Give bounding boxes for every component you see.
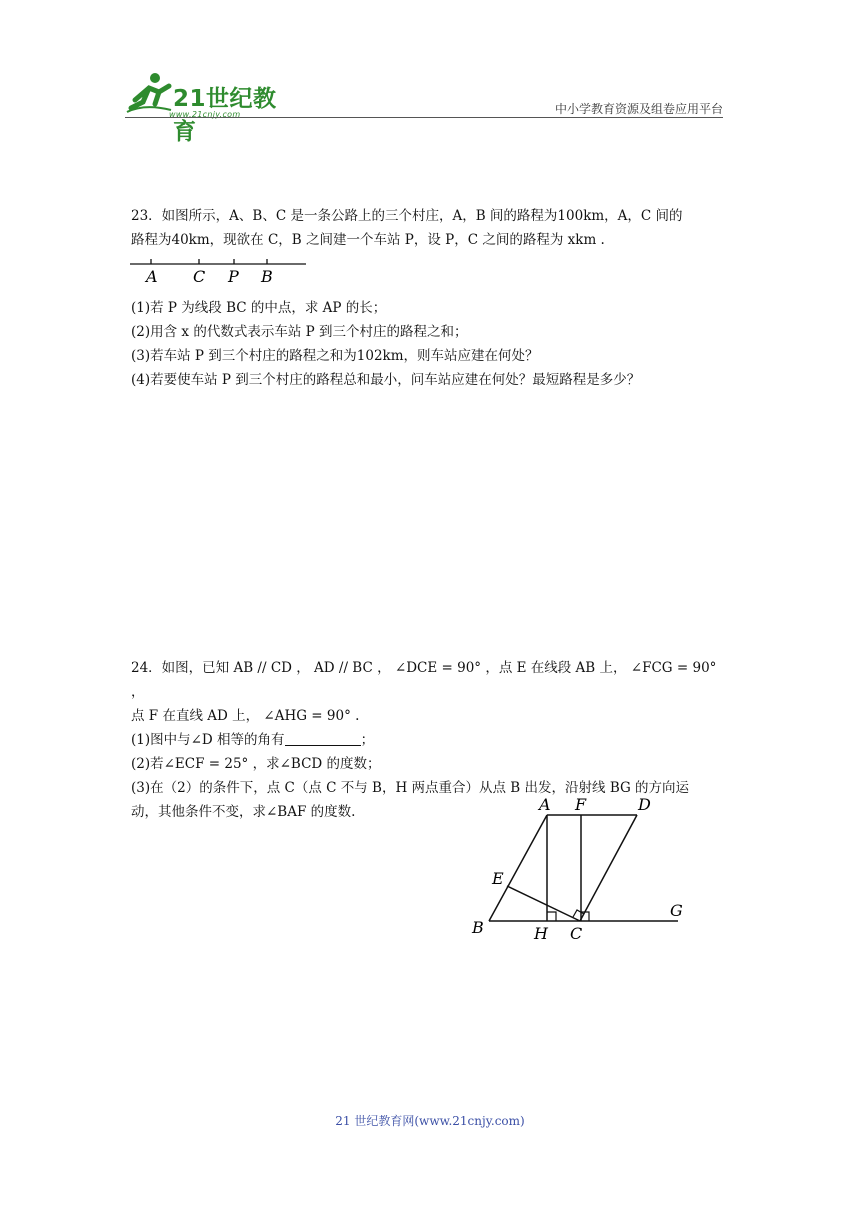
q23-items xyxy=(131,296,731,392)
page-header xyxy=(125,62,723,145)
header-divider xyxy=(125,117,723,118)
q23-item-1: (1)若 P 为线段 BC 的中点，求 AP 的长； xyxy=(131,300,387,316)
segment-ec xyxy=(507,886,580,921)
q23-item-3: (3)若车站 P 到三个村庄的路程之和为102km，则车站应建在何处？ xyxy=(131,348,539,364)
right-angle-h xyxy=(547,912,556,921)
logo xyxy=(125,70,295,145)
q23-item-4: (4)若要使车站 P 到三个村庄的路程总和最小，问车站应建在何处？最短路程是多少？ xyxy=(131,372,641,388)
question-23 xyxy=(131,204,731,252)
label-a: A xyxy=(146,267,158,286)
label-a: A xyxy=(539,795,551,814)
q24-geometry-figure xyxy=(466,790,696,950)
label-f: F xyxy=(575,795,587,814)
segment-dc xyxy=(580,815,637,921)
q24-item-2: (2)若∠ECF = 25° ，求∠BCD 的度数； xyxy=(131,756,381,772)
q24-item-1-end: ； xyxy=(360,732,375,748)
q24-item-1-text: (1)图中与∠D 相等的角有 xyxy=(131,732,285,748)
answer-blank[interactable] xyxy=(285,731,361,746)
q24-line2: 点 F 在直线 AD 上， ∠AHG = 90° . xyxy=(131,708,360,724)
q23-item-2: (2)用含 x 的代数式表示车站 P 到三个村庄的路程之和； xyxy=(131,324,468,340)
q23-line1: 23．如图所示，A、B、C 是一条公路上的三个村庄，A，B 间的路程为100km，A，C 间的 xyxy=(131,208,683,224)
label-b: B xyxy=(261,267,273,286)
platform-name: 中小学教育资源及组卷应用平台 xyxy=(554,102,723,116)
q24-item-3-line1: (3)在（2）的条件下，点 C（点 C 不与 B，H 两点重合）从点 B 出发，沿射线 BG 的方向运 xyxy=(131,780,690,796)
label-b: B xyxy=(472,918,484,937)
page-footer: 21 世纪教育网(www.21cnjy.com) xyxy=(335,1114,525,1128)
label-e: E xyxy=(492,869,504,888)
label-c: C xyxy=(193,267,206,286)
label-p: P xyxy=(228,267,239,286)
logo-url: www.21cnjy.com xyxy=(169,110,241,119)
label-d: D xyxy=(638,795,651,814)
segment-ab xyxy=(489,815,547,921)
runner-logo-icon xyxy=(125,70,173,114)
q24-item-3-line2: 动，其他条件不变，求∠BAF 的度数. xyxy=(131,804,356,820)
label-c: C xyxy=(570,924,583,943)
logo-text: 21世纪教育 xyxy=(173,86,277,145)
label-g: G xyxy=(670,901,683,920)
label-h: H xyxy=(534,924,548,943)
q23-number-line-figure xyxy=(128,254,310,288)
q24-line1: 24．如图，已知 AB // CD ， AD // BC ， ∠DCE = 90° ，点 E 在线段 AB 上， ∠FCG = 90° ， xyxy=(131,660,717,700)
q23-line2: 路程为40km，现欲在 C，B 之间建一个车站 P，设 P，C 之间的路程为 xkm . xyxy=(131,232,605,248)
q24-item-1 xyxy=(131,728,731,752)
